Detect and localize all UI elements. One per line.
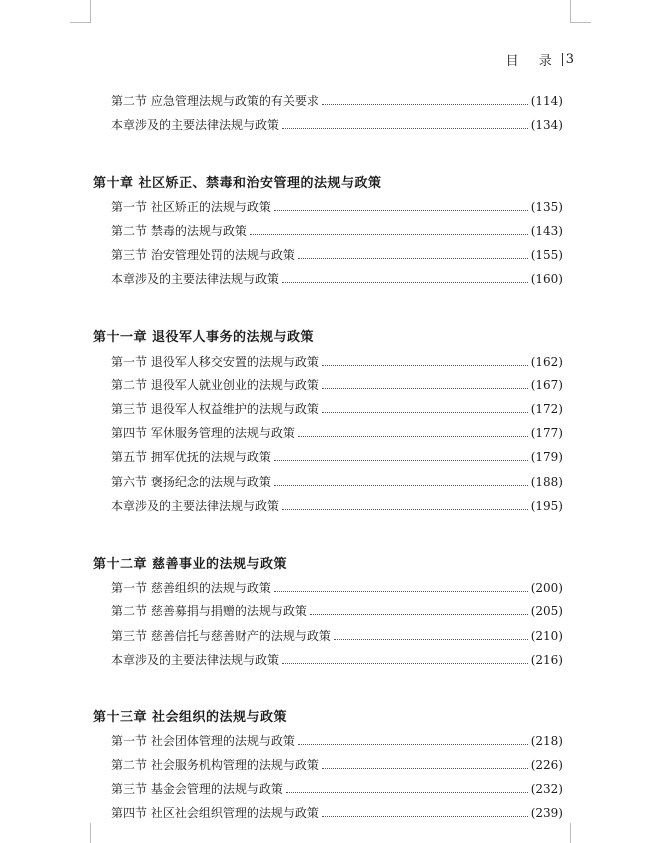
dot-leader: [298, 436, 528, 437]
toc-entry-label: 第二节 禁毒的法规与政策: [111, 224, 247, 238]
toc-entry-label: 第五节 拥军优抚的法规与政策: [111, 450, 271, 464]
toc-entry-label: 第一节 慈善组织的法规与政策: [111, 581, 271, 595]
dot-leader: [310, 614, 528, 615]
dot-leader: [322, 365, 528, 366]
toc-entry-page: (162): [530, 355, 563, 369]
toc-entry-page: (239): [530, 806, 563, 820]
toc-entry: [111, 780, 563, 796]
toc-entry-label: 第一节 社会团体管理的法规与政策: [111, 734, 295, 748]
toc-entry-label: 第二节 社会服务机构管理的法规与政策: [111, 758, 319, 772]
toc-entry: [111, 424, 563, 440]
toc-entry: [111, 497, 563, 513]
toc-entry-page: (155): [530, 248, 563, 262]
dot-leader: [298, 744, 528, 745]
toc-entry-page: (195): [530, 499, 563, 513]
toc-entry: [111, 222, 563, 238]
dot-leader: [282, 128, 528, 129]
toc-entry: [111, 627, 563, 643]
toc-entry: [111, 353, 563, 369]
dot-leader: [274, 210, 528, 211]
toc-entry-page: (143): [530, 224, 563, 238]
toc-entry: [111, 651, 563, 667]
dot-leader: [286, 792, 528, 793]
toc-entry: [111, 602, 563, 618]
toc-entry-page: (177): [530, 426, 563, 440]
header-title: 目 录: [505, 54, 560, 69]
toc-entry: [111, 473, 563, 489]
dot-leader: [274, 591, 528, 592]
chapter-heading: 第十二章 慈善事业的法规与政策: [93, 557, 288, 572]
running-header: [506, 50, 574, 69]
toc-entry-label: 第二节 退役军人就业创业的法规与政策: [111, 378, 319, 392]
dot-leader: [274, 460, 528, 461]
crop-mark-top-left: [70, 0, 91, 23]
toc-entry: [111, 579, 563, 595]
toc-entry-page: (134): [530, 118, 563, 132]
toc-entry-page: (232): [530, 782, 563, 796]
toc-entry-label: 第三节 治安管理处罚的法规与政策: [111, 248, 295, 262]
toc-entry-page: (226): [530, 758, 563, 772]
toc-entry-label: 第六节 褒扬纪念的法规与政策: [111, 475, 271, 489]
crop-mark-bottom-left: [70, 823, 91, 843]
toc-entry-page: (188): [530, 475, 563, 489]
crop-mark-bottom-right: [570, 823, 591, 843]
toc-entry: [111, 270, 563, 286]
toc-entry: [111, 400, 563, 416]
toc-entry: [111, 376, 563, 392]
toc-entry: [111, 246, 563, 262]
toc-entry: [111, 198, 563, 214]
dot-leader: [322, 816, 528, 817]
toc-entry-label: 第三节 基金会管理的法规与政策: [111, 782, 283, 796]
toc-entry-page: (210): [530, 629, 563, 643]
dot-leader: [322, 768, 528, 769]
toc-entry-label: 第三节 退役军人权益维护的法规与政策: [111, 402, 319, 416]
toc-entry-page: (160): [530, 272, 563, 286]
toc-entry: [111, 732, 563, 748]
chapter-heading: 第十章 社区矫正、禁毒和治安管理的法规与政策: [93, 176, 382, 191]
dot-leader: [282, 509, 528, 510]
toc-entry-page: (218): [530, 734, 563, 748]
dot-leader: [282, 282, 528, 283]
dot-leader: [298, 258, 528, 259]
toc-entry-label: 第二节 慈善募捐与捐赠的法规与政策: [111, 604, 307, 618]
toc-entry: [111, 92, 563, 108]
dot-leader: [334, 639, 528, 640]
dot-leader: [282, 663, 528, 664]
toc-entry-label: 本章涉及的主要法律法规与政策: [111, 653, 280, 667]
toc-entry-page: (205): [530, 604, 563, 618]
toc-entry-label: 本章涉及的主要法律法规与政策: [111, 499, 280, 513]
dot-leader: [322, 412, 528, 413]
toc-entry-label: 第四节 军休服务管理的法规与政策: [111, 426, 295, 440]
toc-entry-label: 第三节 慈善信托与慈善财产的法规与政策: [111, 629, 331, 643]
toc-entry-page: (216): [530, 653, 563, 667]
toc-entry-label: 第二节 应急管理法规与政策的有关要求: [111, 94, 319, 108]
toc-entry: [111, 756, 563, 772]
toc-entry: [111, 116, 563, 132]
toc-entry-label: 第一节 退役军人移交安置的法规与政策: [111, 355, 319, 369]
toc-entry-label: 第四节 社区社会组织管理的法规与政策: [111, 806, 319, 820]
toc-entry-label: 第一节 社区矫正的法规与政策: [111, 200, 271, 214]
dot-leader: [250, 234, 528, 235]
toc-entry-label: 本章涉及的主要法律法规与政策: [111, 272, 280, 286]
header-divider: [562, 53, 563, 66]
dot-leader: [322, 388, 528, 389]
toc-entry-page: (167): [530, 378, 563, 392]
crop-mark-top-right: [570, 0, 591, 23]
toc-entry-page: (179): [530, 450, 563, 464]
dot-leader: [322, 104, 528, 105]
toc-entry-page: (135): [530, 200, 563, 214]
dot-leader: [274, 485, 528, 486]
header-page-number: 3: [565, 52, 574, 67]
toc-entry: [111, 448, 563, 464]
toc-entry-page: (114): [530, 94, 563, 108]
chapter-heading: 第十三章 社会组织的法规与政策: [93, 710, 288, 725]
chapter-heading: 第十一章 退役军人事务的法规与政策: [93, 330, 315, 345]
toc-entry-page: (172): [530, 402, 563, 416]
toc-entry-page: (200): [530, 581, 563, 595]
toc-entry-label: 本章涉及的主要法律法规与政策: [111, 118, 280, 132]
toc-entry: [111, 804, 563, 820]
